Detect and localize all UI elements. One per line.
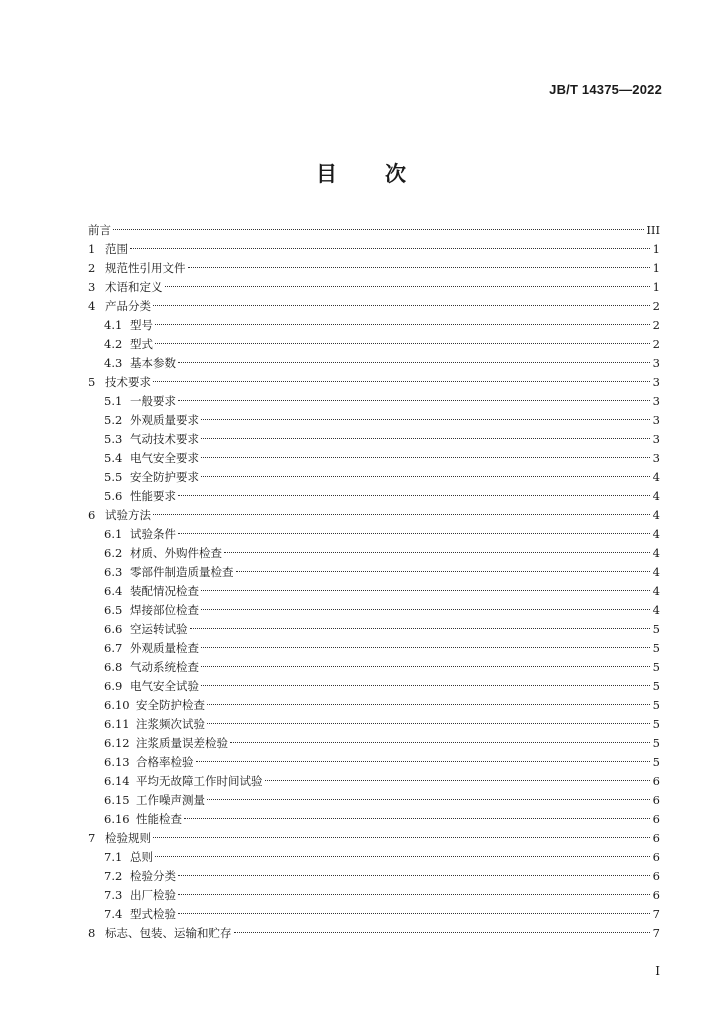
toc-entry-label: 性能检查: [136, 812, 182, 826]
toc-entry-number: 7.4: [104, 907, 123, 921]
toc-entry[interactable]: [88, 487, 660, 506]
toc-entry[interactable]: [88, 297, 660, 316]
toc-entry-label: 合格率检验: [136, 755, 194, 769]
toc-entry-page: 3: [652, 432, 660, 446]
toc-entry-label: 电气安全要求: [130, 451, 199, 465]
toc-entry-label: 注浆质量误差检验: [136, 736, 228, 750]
toc-entry-page: 3: [652, 356, 660, 370]
toc-entry-label: 试验方法: [105, 508, 151, 522]
toc-entry-page: 2: [652, 337, 660, 351]
toc-entry[interactable]: [88, 335, 660, 354]
toc-entry-label: 前言: [88, 223, 111, 237]
toc-entry-number: 6.3: [104, 565, 123, 579]
toc-entry-number: 2: [88, 261, 96, 275]
toc-entry-number: 6.10: [104, 698, 130, 712]
toc-entry-label: 产品分类: [105, 299, 151, 313]
dot-leader: [178, 913, 650, 914]
dot-leader: [236, 571, 651, 572]
toc-entry[interactable]: [88, 677, 660, 696]
toc-entry-page: 5: [652, 660, 660, 674]
toc-entry-number: 6.16: [104, 812, 130, 826]
toc-entry-number: 7.1: [104, 850, 123, 864]
toc-entry-number: 6.2: [104, 546, 123, 560]
toc-entry-page: 4: [652, 603, 660, 617]
title-char-left: 目: [316, 161, 339, 186]
toc-entry-number: 4.2: [104, 337, 123, 351]
toc-entry-number: 4.1: [104, 318, 123, 332]
toc-entry[interactable]: [88, 506, 660, 525]
page-title: [0, 158, 724, 188]
toc-entry-page: 5: [652, 622, 660, 636]
toc-entry-page: 6: [652, 850, 660, 864]
dot-leader: [201, 590, 650, 591]
toc-entry[interactable]: [88, 373, 660, 392]
toc-entry-number: 7.3: [104, 888, 123, 902]
toc-entry[interactable]: [88, 886, 660, 905]
table-of-contents: [88, 221, 660, 943]
toc-entry-page: 6: [652, 888, 660, 902]
toc-entry[interactable]: [88, 696, 660, 715]
toc-entry[interactable]: [88, 753, 660, 772]
toc-entry-page: III: [646, 223, 660, 237]
toc-entry-label: 型号: [130, 318, 153, 332]
dot-leader: [184, 818, 650, 819]
toc-entry-label: 工作噪声测量: [136, 793, 205, 807]
toc-entry-label: 范围: [105, 242, 128, 256]
toc-entry-number: 5.5: [104, 470, 123, 484]
toc-entry-page: 3: [652, 394, 660, 408]
toc-entry-page: 7: [652, 907, 660, 921]
toc-entry-number: 6.14: [104, 774, 130, 788]
toc-entry-label: 出厂检验: [130, 888, 176, 902]
toc-entry-page: 6: [652, 793, 660, 807]
toc-entry[interactable]: [88, 639, 660, 658]
toc-entry-page: 2: [652, 318, 660, 332]
toc-entry-label: 型式检验: [130, 907, 176, 921]
toc-entry-number: 7.2: [104, 869, 123, 883]
toc-entry[interactable]: [88, 848, 660, 867]
dot-leader: [190, 628, 651, 629]
toc-entry[interactable]: [88, 354, 660, 373]
toc-entry-page: 1: [652, 261, 660, 275]
toc-entry-page: 4: [652, 489, 660, 503]
toc-entry-label: 注浆频次试验: [136, 717, 205, 731]
toc-entry-page: 4: [652, 527, 660, 541]
toc-entry-label: 外观质量检查: [130, 641, 199, 655]
toc-entry-number: 7: [88, 831, 96, 845]
dot-leader: [201, 685, 650, 686]
toc-entry[interactable]: [88, 829, 660, 848]
toc-entry[interactable]: [88, 772, 660, 791]
toc-entry[interactable]: [88, 449, 660, 468]
toc-entry-label: 技术要求: [105, 375, 151, 389]
toc-entry[interactable]: [88, 240, 660, 259]
dot-leader: [178, 362, 650, 363]
toc-entry-label: 安全防护要求: [130, 470, 199, 484]
dot-leader: [224, 552, 650, 553]
toc-entry-label: 检验规则: [105, 831, 151, 845]
dot-leader: [178, 533, 650, 534]
toc-entry-page: 3: [652, 451, 660, 465]
toc-entry[interactable]: [88, 620, 660, 639]
toc-entry-number: 5: [88, 375, 96, 389]
dot-leader: [188, 267, 651, 268]
toc-entry-page: 5: [652, 736, 660, 750]
toc-entry-number: 5.2: [104, 413, 123, 427]
toc-entry-number: 6.4: [104, 584, 123, 598]
toc-entry-number: 6.8: [104, 660, 123, 674]
dot-leader: [230, 742, 650, 743]
toc-entry[interactable]: [88, 278, 660, 297]
dot-leader: [201, 438, 650, 439]
toc-entry-number: 5.3: [104, 432, 123, 446]
toc-entry[interactable]: [88, 924, 660, 943]
dot-leader: [153, 837, 650, 838]
toc-entry-page: 4: [652, 470, 660, 484]
toc-entry-page: 1: [652, 242, 660, 256]
toc-entry-number: 1: [88, 242, 96, 256]
toc-entry-label: 装配情况检查: [130, 584, 199, 598]
toc-entry-number: 8: [88, 926, 96, 940]
toc-entry[interactable]: [88, 715, 660, 734]
dot-leader: [201, 476, 650, 477]
dot-leader: [207, 799, 650, 800]
toc-entry-page: 4: [652, 546, 660, 560]
dot-leader: [178, 894, 650, 895]
toc-entry-label: 术语和定义: [105, 280, 163, 294]
toc-entry-label: 性能要求: [130, 489, 176, 503]
toc-entry-number: 6.9: [104, 679, 123, 693]
toc-entry-label: 气动系统检查: [130, 660, 199, 674]
toc-entry[interactable]: [88, 468, 660, 487]
toc-entry-number: 6.6: [104, 622, 123, 636]
toc-entry-number: 6.13: [104, 755, 130, 769]
toc-entry-page: 1: [652, 280, 660, 294]
dot-leader: [201, 647, 650, 648]
toc-entry-number: 5.4: [104, 451, 123, 465]
toc-entry[interactable]: [88, 867, 660, 886]
toc-entry[interactable]: [88, 259, 660, 278]
toc-entry-label: 试验条件: [130, 527, 176, 541]
dot-leader: [153, 514, 650, 515]
dot-leader: [155, 856, 650, 857]
toc-entry-label: 安全防护检查: [136, 698, 205, 712]
toc-entry-number: 6.15: [104, 793, 130, 807]
toc-entry[interactable]: [88, 905, 660, 924]
toc-entry-number: 3: [88, 280, 96, 294]
toc-entry-number: 6.11: [104, 717, 130, 731]
toc-entry-page: 6: [652, 812, 660, 826]
dot-leader: [178, 400, 650, 401]
toc-entry-label: 总则: [130, 850, 153, 864]
dot-leader: [201, 666, 650, 667]
toc-entry-page: 5: [652, 717, 660, 731]
toc-entry-label: 标志、包装、运输和贮存: [105, 926, 232, 940]
page-number: I: [655, 964, 660, 978]
toc-entry[interactable]: [88, 316, 660, 335]
toc-entry-page: 3: [652, 375, 660, 389]
toc-entry-number: 6.5: [104, 603, 123, 617]
title-char-right: 次: [385, 161, 408, 186]
toc-entry[interactable]: [88, 601, 660, 620]
toc-entry-page: 5: [652, 698, 660, 712]
dot-leader: [196, 761, 651, 762]
toc-entry-page: 4: [652, 565, 660, 579]
dot-leader: [113, 229, 644, 230]
toc-entry[interactable]: [88, 525, 660, 544]
toc-entry-number: 5.6: [104, 489, 123, 503]
toc-entry[interactable]: [88, 810, 660, 829]
dot-leader: [234, 932, 651, 933]
toc-entry-page: 5: [652, 641, 660, 655]
toc-entry[interactable]: [88, 411, 660, 430]
toc-entry[interactable]: [88, 582, 660, 601]
dot-leader: [178, 495, 650, 496]
toc-entry-page: 6: [652, 831, 660, 845]
toc-entry-label: 一般要求: [130, 394, 176, 408]
dot-leader: [201, 457, 650, 458]
dot-leader: [207, 704, 650, 705]
toc-entry-number: 6.12: [104, 736, 130, 750]
toc-entry-page: 5: [652, 755, 660, 769]
toc-entry-number: 6.7: [104, 641, 123, 655]
toc-entry[interactable]: [88, 221, 660, 240]
toc-entry-label: 平均无故障工作时间试验: [136, 774, 263, 788]
toc-entry-page: 5: [652, 679, 660, 693]
dot-leader: [207, 723, 650, 724]
dot-leader: [155, 343, 650, 344]
toc-entry[interactable]: [88, 544, 660, 563]
toc-entry-number: 6: [88, 508, 96, 522]
toc-entry-label: 检验分类: [130, 869, 176, 883]
toc-entry-label: 空运转试验: [130, 622, 188, 636]
dot-leader: [153, 381, 650, 382]
toc-entry-number: 6.1: [104, 527, 123, 541]
toc-entry-label: 基本参数: [130, 356, 176, 370]
toc-entry[interactable]: [88, 563, 660, 582]
dot-leader: [201, 609, 650, 610]
toc-entry-label: 外观质量要求: [130, 413, 199, 427]
toc-entry-page: 7: [652, 926, 660, 940]
toc-entry-page: 6: [652, 774, 660, 788]
toc-entry[interactable]: [88, 392, 660, 411]
toc-entry-label: 材质、外购件检查: [130, 546, 222, 560]
toc-entry-label: 气动技术要求: [130, 432, 199, 446]
toc-entry-label: 型式: [130, 337, 153, 351]
toc-entry[interactable]: [88, 430, 660, 449]
toc-entry-number: 5.1: [104, 394, 123, 408]
toc-entry-page: 6: [652, 869, 660, 883]
dot-leader: [130, 248, 650, 249]
standard-number: JB/T 14375—2022: [549, 82, 662, 97]
dot-leader: [165, 286, 651, 287]
toc-entry-page: 4: [652, 584, 660, 598]
dot-leader: [265, 780, 651, 781]
toc-entry-page: 4: [652, 508, 660, 522]
dot-leader: [155, 324, 650, 325]
dot-leader: [153, 305, 650, 306]
toc-entry-label: 规范性引用文件: [105, 261, 186, 275]
toc-entry[interactable]: [88, 658, 660, 677]
toc-entry-number: 4: [88, 299, 96, 313]
toc-entry-label: 零部件制造质量检查: [130, 565, 234, 579]
dot-leader: [178, 875, 650, 876]
toc-entry[interactable]: [88, 791, 660, 810]
toc-entry-page: 2: [652, 299, 660, 313]
dot-leader: [201, 419, 650, 420]
toc-entry-number: 4.3: [104, 356, 123, 370]
toc-entry[interactable]: [88, 734, 660, 753]
toc-entry-label: 电气安全试验: [130, 679, 199, 693]
toc-entry-page: 3: [652, 413, 660, 427]
toc-entry-label: 焊接部位检查: [130, 603, 199, 617]
